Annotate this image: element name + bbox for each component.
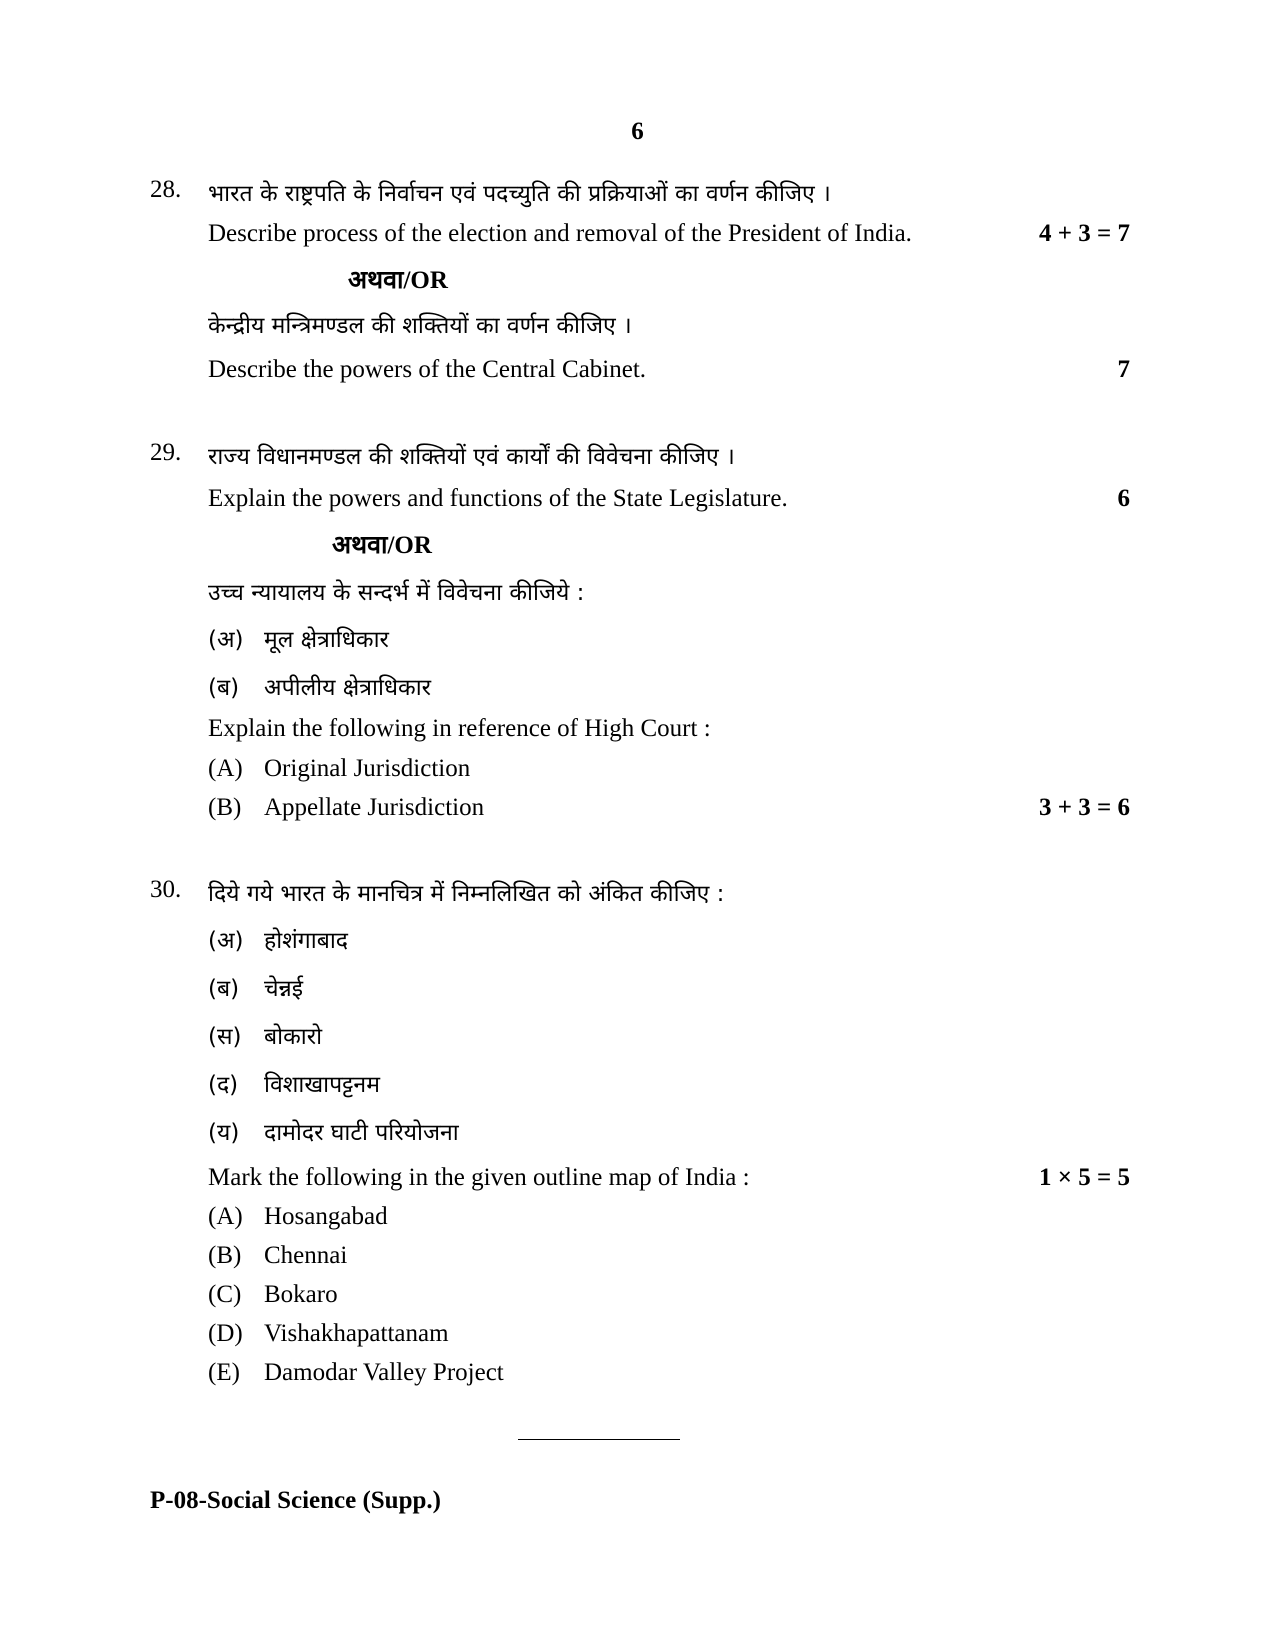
question-number-30: 30. (150, 876, 182, 903)
q28-marks: 4 + 3 = 7 (1039, 220, 1130, 247)
q29-alt-english-option (208, 755, 470, 783)
q30-english: Mark the following in the given outline map of India : (208, 1164, 750, 1191)
q30-english-option (208, 1203, 388, 1231)
paper-code-footer: P-08-Social Science (Supp.) (150, 1487, 441, 1514)
option-text: विशाखापट्टनम (264, 1072, 380, 1098)
option-text: दामोदर घाटी परियोजना (264, 1120, 459, 1146)
question-number-28: 28. (150, 176, 182, 203)
option-text: बोकारो (264, 1024, 323, 1050)
q29-alt-english-option (208, 794, 484, 822)
option-text: Damodar Valley Project (264, 1359, 504, 1386)
option-text: Vishakhapattanam (264, 1320, 449, 1347)
option-text: Bokaro (264, 1281, 338, 1308)
q28-hindi: भारत के राष्ट्रपति के निर्वाचन एवं पदच्युति की प्रक्रियाओं का वर्णन कीजिए । (208, 181, 831, 207)
q30-hindi-option (208, 1067, 380, 1099)
q30-english-option (208, 1281, 338, 1309)
option-label: (द) (208, 1072, 239, 1098)
q30-english-option (208, 1242, 347, 1270)
q30-english-option (208, 1359, 504, 1387)
q30-hindi-option (208, 1019, 322, 1051)
option-label: (ब) (208, 675, 240, 701)
q28-alt-english: Describe the powers of the Central Cabinet. (208, 356, 647, 383)
q30-marks: 1 × 5 = 5 (1039, 1164, 1130, 1191)
page-number: 6 (631, 118, 644, 145)
option-label: (B) (208, 1242, 242, 1269)
option-label: (स) (208, 1024, 242, 1050)
q30-hindi: दिये गये भारत के मानचित्र में निम्नलिखित को अंकित कीजिए : (208, 881, 725, 907)
q29-alt-english: Explain the following in reference of High Court : (208, 715, 711, 742)
option-text: Hosangabad (264, 1203, 388, 1230)
q29-marks: 6 (1117, 485, 1130, 512)
q28-alt-marks: 7 (1117, 356, 1130, 383)
option-label: (D) (208, 1320, 243, 1347)
option-label: (अ) (208, 928, 244, 954)
option-label: (B) (208, 794, 242, 821)
option-label: (य) (208, 1120, 240, 1146)
option-label: (अ) (208, 627, 244, 653)
q30-hindi-option (208, 1115, 459, 1147)
option-text: Original Jurisdiction (264, 755, 471, 782)
q29-alt-hindi: उच्च न्यायालय के सन्दर्भ में विवेचना कीजिये : (208, 580, 585, 606)
q30-english-option (208, 1320, 449, 1348)
option-text: Chennai (264, 1242, 348, 1269)
option-label: (ब) (208, 976, 240, 1002)
q29-alt-hindi-option (208, 622, 389, 654)
q29-or: अथवा/OR (332, 532, 432, 559)
option-text: अपीलीय क्षेत्राधिकार (264, 675, 432, 701)
option-text: मूल क्षेत्राधिकार (264, 627, 389, 653)
option-label: (A) (208, 1203, 243, 1230)
option-text: Appellate Jurisdiction (264, 794, 485, 821)
question-number-29: 29. (150, 439, 182, 466)
q28-alt-hindi: केन्द्रीय मन्त्रिमण्डल की शक्तियों का वर्णन कीजिए । (208, 313, 632, 339)
q29-hindi: राज्य विधानमण्डल की शक्तियों एवं कार्यों की विवेचना कीजिए । (208, 444, 735, 470)
option-label: (A) (208, 755, 243, 782)
q30-hindi-option (208, 923, 348, 955)
q28-english: Describe process of the election and removal of the President of India. (208, 220, 912, 247)
q30-hindi-option (208, 971, 303, 1003)
end-divider (518, 1439, 680, 1440)
option-text: चेन्नई (264, 976, 304, 1002)
q29-alt-marks: 3 + 3 = 6 (1039, 794, 1130, 821)
option-label: (E) (208, 1359, 240, 1386)
q28-or: अथवा/OR (348, 267, 448, 294)
option-text: होशंगाबाद (264, 928, 349, 954)
q29-alt-hindi-option (208, 670, 431, 702)
q29-english: Explain the powers and functions of the State Legislature. (208, 485, 788, 512)
option-label: (C) (208, 1281, 242, 1308)
